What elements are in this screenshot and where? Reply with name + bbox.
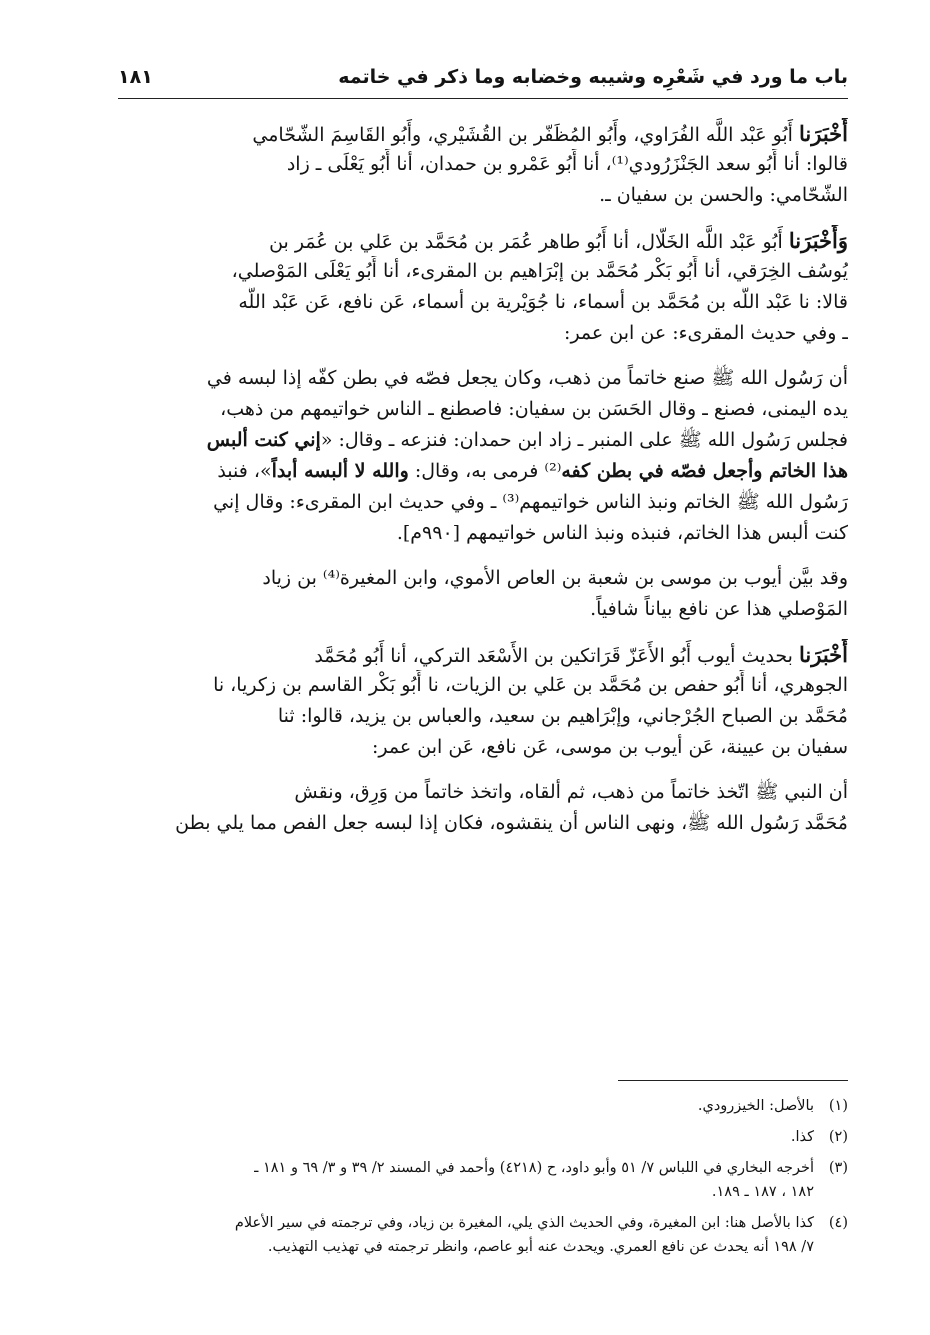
footnote-number: (٣) — [828, 1160, 848, 1176]
running-title: باب ما ورد في شَعْرِه وشيبه وخضابه وما ذكر في خاتمه — [338, 66, 848, 88]
footnote-line — [118, 1211, 848, 1235]
main-text — [118, 118, 848, 853]
footnote-text: كذا. — [790, 1129, 814, 1145]
footnote-1 — [118, 1094, 848, 1118]
footnote-2 — [118, 1125, 848, 1149]
footnote-text: كذا بالأصل هنا: ابن المغيرة، وفي الحديث الذي يلي، المغيرة بن زياد، وفي ترجمته في سير الأعلام — [234, 1215, 814, 1231]
paragraph-2 — [118, 225, 848, 349]
text-line: مُحَمَّد رَسُول الله ﷺ، ونهى الناس أن ينقشوه، فكان إذا لبسه جعل الفص مما يلي بطن — [175, 812, 848, 834]
text-line: مُحَمَّد بن الصباح الجُرْجاني، وإبْرَاهيم بن سعيد، والعباس بن يزيد، قالوا: ثنا — [277, 705, 848, 727]
text-line: سفيان بن عيينة، عَن أيوب بن موسى، عَن نافع، عَن ابن عمر: — [372, 736, 848, 758]
text-line: رَسُول الله ﷺ الخاتم ونبذ الناس خواتيمهم⁽³⁾ ـ وفي حديث ابن المقرىء: وقال إني — [213, 491, 848, 513]
footnote-line — [118, 1125, 848, 1149]
text-line: أن رَسُول الله ﷺ صنع خاتماً من ذهب، وكان يجعل فصّه في بطن كفّه إذا لبسه في — [206, 367, 848, 389]
text-segment: ⁽²⁾ فرمى به، وقال: — [414, 460, 562, 482]
isnad-keyword: وَأَخْبَرَنا — [788, 228, 848, 253]
paragraph-1 — [118, 118, 848, 211]
text-line — [118, 425, 848, 456]
text-line: الجوهري، أنا أَبُو حفص بن مُحَمَّد بن عَلي بن الزيات، نا أَبُو بَكْر القاسم بن زكريا، نا — [213, 674, 848, 696]
page-number: ١٨١ — [118, 66, 153, 88]
text-segment: »، فنبذ — [217, 460, 272, 482]
footnote-line — [118, 1156, 848, 1180]
text-line: ـ وفي حديث المقرىء: عن ابن عمر: — [564, 322, 848, 344]
footnote-number: (١) — [828, 1098, 848, 1114]
text-line: قالوا: أنا أَبُو سعد الجَنْزَرُودي⁽¹⁾، أنا أَبُو عَمْرو بن حمدان، أنا أَبُو يَعْلَى ـ زاد — [286, 153, 848, 175]
paragraph-3 — [118, 363, 848, 549]
footnote-3 — [118, 1156, 848, 1204]
footnote-separator — [618, 1080, 848, 1081]
footnotes — [118, 1094, 848, 1266]
page-header — [118, 62, 848, 99]
text-line: وقد بيَّن أيوب بن موسى بن شعبة بن العاص الأموي، وابن المغيرة⁽⁴⁾ بن زياد — [262, 567, 848, 589]
text-segment: بحديث أيوب أَبُو الأَعَزّ قَرَاتكين بن الأَسْعَد التركي، أنا أَبُو مُحَمَّد — [314, 645, 793, 667]
footnote-4 — [118, 1211, 848, 1259]
text-line: كنت ألبس هذا الخاتم، فنبذه ونبذ الناس خواتيمهم [٩٩٠م]. — [396, 522, 848, 544]
text-line — [118, 118, 848, 149]
text-line: المَوْصلي هذا عن نافع بياناً شافياً. — [590, 598, 848, 620]
isnad-keyword: أَخْبَرَنا — [799, 121, 848, 146]
quoted-speech: والله لا ألبسه أبداً — [271, 460, 409, 482]
footnote-line: ٧/ ١٩٨ أنه يحدث عن نافع العمري. ويحدث عنه أبو عاصم، وانظر ترجمته في تهذيب التهذيب. — [267, 1239, 814, 1255]
quoted-speech: هذا الخاتم وأجعل فصّه في بطن كفه — [561, 460, 848, 482]
text-line: يُوسُف الخِرَقي، أنا أَبُو بَكْر مُحَمَّد بن إبْرَاهيم بن المقرىء، أنا أَبُو يَعْلَى المَوْصلي، — [231, 260, 848, 282]
text-segment: فجلس رَسُول الله ﷺ على المنبر ـ زاد ابن حمدان: فنزعه ـ وقال: « — [320, 429, 848, 451]
text-line — [118, 225, 848, 256]
isnad-keyword: أَخْبَرَنا — [799, 642, 848, 667]
footnote-line — [118, 1094, 848, 1118]
text-line — [118, 639, 848, 670]
footnote-text: بالأصل: الخيزرودي. — [697, 1098, 814, 1114]
footnote-number: (٤) — [828, 1215, 848, 1231]
text-line: الشّحّامي: والحسن بن سفيان ـ. — [599, 184, 848, 206]
quoted-speech: إني كنت ألبس — [206, 429, 321, 451]
text-segment: أَبُو عَبْد اللَّه الفُرَاوي، وأَبُو المُظَفّر بن القُشَيْري، وأَبُو القَاسِمَ الشّحّامي — [252, 124, 793, 146]
text-segment: أَبُو عَبْد اللَّه الخَلّال، أنا أَبُو طاهر عُمَر بن مُحَمَّد بن عَلي بن عُمَر بن — [269, 231, 783, 253]
text-line: أن النبي ﷺ اتّخذ خاتماً من ذهب، ثم ألقاه، واتخذ خاتماً من وَرِق، ونقش — [294, 781, 848, 803]
footnote-text: أخرجه البخاري في اللباس ٧/ ٥١ وأبو داود، ح (٤٢١٨) وأحمد في المسند ٢/ ٣٩ و ٣/ ٦٩ و ١٨١ ـ — [254, 1160, 814, 1176]
text-line — [118, 456, 848, 487]
paragraph-4 — [118, 563, 848, 625]
footnote-number: (٢) — [828, 1129, 848, 1145]
text-line: قالا: نا عَبْد اللَّه بن مُحَمَّد بن أسماء، نا جُوَيْرية بن أسماء، عَن نافع، عَن عَبْد اللَّه — [238, 291, 848, 313]
text-line: يده اليمنى، فصنع ـ وقال الحَسَن بن سفيان: فاصطنع ـ الناس خواتيمهم من ذهب، — [220, 398, 848, 420]
footnote-line: ١٨٢ ، ١٨٧ ـ ١٨٩. — [711, 1184, 814, 1200]
paragraph-6 — [118, 777, 848, 839]
paragraph-5 — [118, 639, 848, 763]
